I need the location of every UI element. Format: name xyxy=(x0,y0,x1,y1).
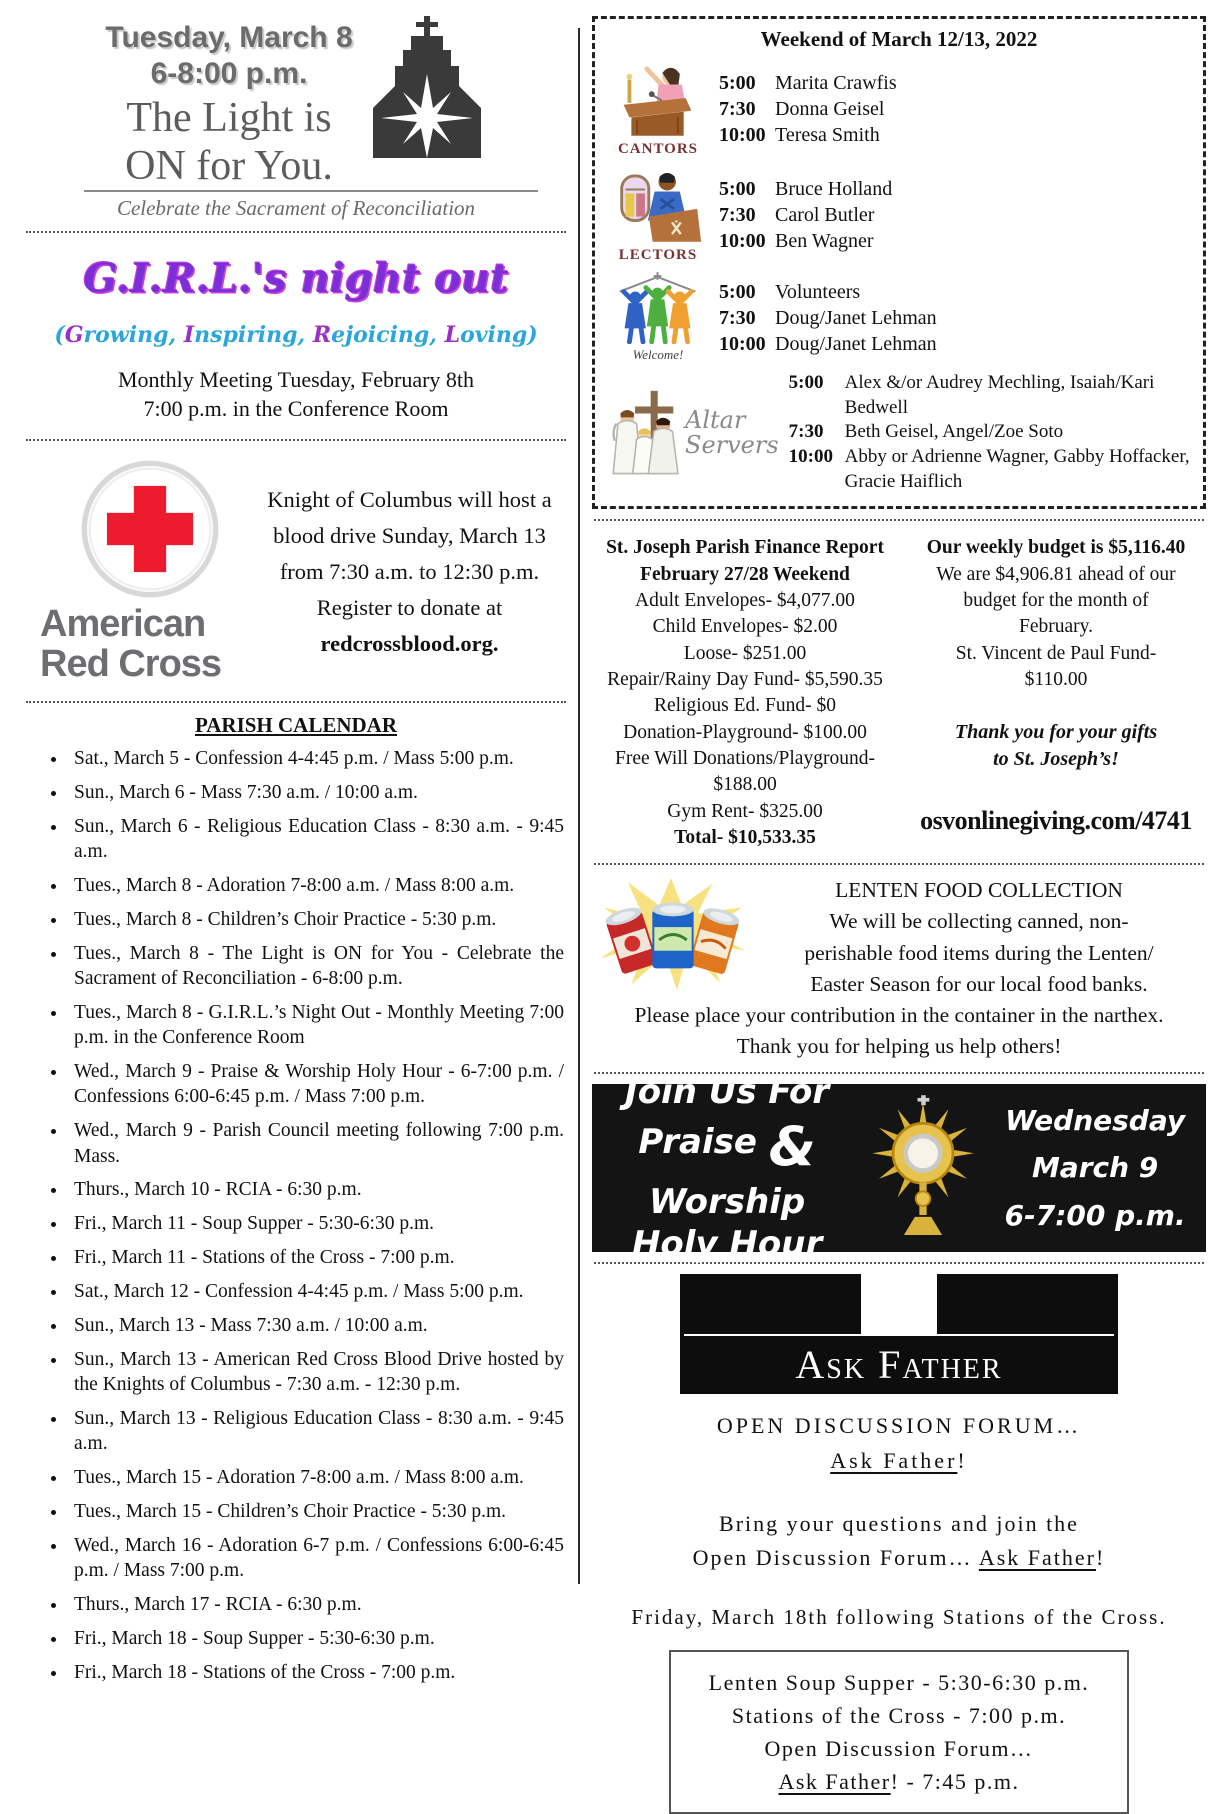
schedule-row xyxy=(719,176,1191,202)
banner-line-3: Holy Hour xyxy=(631,1224,823,1265)
altar-label-line: Servers xyxy=(685,430,779,459)
light-is-on-text xyxy=(105,14,352,188)
banner-word: Praise xyxy=(638,1122,757,1163)
subtitle-segment: nspiring, xyxy=(194,322,313,349)
lenten-food-title: LENTEN FOOD COLLECTION xyxy=(835,878,1123,903)
red-cross-url: redcrossblood.org. xyxy=(320,631,499,657)
girls-meeting-line-2: 7:00 p.m. in the Conference Room xyxy=(143,395,449,421)
schedule-row xyxy=(719,305,1191,331)
calendar-item: • Tues., March 8 - The Light is ON for You - Celebrate the Sacrament of Reconciliation - 6-8:00 p.m. xyxy=(68,941,564,992)
budget-report xyxy=(906,535,1206,851)
lenten-food-line: Easter Season for our local food banks. xyxy=(810,971,1148,996)
right-column xyxy=(580,0,1224,1794)
minister-names: Marita Crawfis xyxy=(775,72,897,94)
lenten-food-section xyxy=(592,875,1206,1062)
stations-line: Stations of the Cross - 7:00 p.m. xyxy=(731,1702,1067,1728)
calendar-item: • Wed., March 9 - Parish Council meeting following 7:00 p.m. Mass. xyxy=(68,1118,564,1169)
blood-drive-line-3: from 7:30 a.m. to 12:30 p.m. xyxy=(279,559,540,585)
calendar-item: • Tues., March 8 - G.I.R.L.’s Night Out - Monthly Meeting 7:00 p.m. in the Conference Room xyxy=(68,1000,564,1051)
dotted-divider xyxy=(26,231,566,233)
subtitle-segment: G xyxy=(64,322,84,349)
mass-time: 7:30 xyxy=(719,204,756,226)
ask-father-link: Ask Father xyxy=(830,1448,958,1474)
light-headline-2: ON for You. xyxy=(125,143,333,190)
lectors-group xyxy=(607,166,1191,264)
ministry-schedule-box xyxy=(592,16,1206,509)
budget-line: $110.00 xyxy=(1024,669,1088,690)
banner-line-1: Join Us For xyxy=(625,1071,830,1112)
lenten-food-line-wide: Please place your contribution in the container in the narthex. xyxy=(634,1002,1164,1027)
lenten-food-line: We will be collecting canned, non- xyxy=(829,909,1129,934)
greeters-label: Welcome! xyxy=(632,347,684,362)
finance-line: Loose- $251.00 xyxy=(683,642,807,664)
girls-night-out-section xyxy=(24,243,568,429)
red-cross-name-1: American xyxy=(40,603,206,646)
blood-drive-line-4: Register to donate at xyxy=(316,595,503,621)
banner-line-2 xyxy=(606,1113,848,1223)
cantors-group xyxy=(607,60,1191,158)
blood-drive-text xyxy=(259,482,568,662)
calendar-item: • Tues., March 15 - Children’s Choir Practice - 5:30 p.m. xyxy=(68,1499,564,1524)
calendar-item: • Sun., March 6 - Mass 7:30 a.m. / 10:00 a.m. xyxy=(68,780,564,805)
minister-names: Bruce Holland xyxy=(775,178,893,200)
subtitle-segment: ( xyxy=(54,322,65,349)
ask-father-link: Ask Father xyxy=(778,1768,891,1794)
finance-line: Repair/Rainy Day Fund- $5,590.35 xyxy=(607,669,883,690)
ask-father-section xyxy=(592,1274,1206,1814)
finance-section xyxy=(592,531,1206,853)
subtitle-segment: oving) xyxy=(460,322,538,349)
minister-names: Doug/Janet Lehman xyxy=(775,306,937,329)
minister-names: Abby or Adrienne Wagner, Gabby Hoffacker, Gracie Haiflich xyxy=(844,446,1190,492)
schedule-row xyxy=(719,70,1191,96)
cantors-label: CANTORS xyxy=(617,141,699,157)
ask-father-time-line xyxy=(681,1765,1117,1798)
mass-time: 5:00 xyxy=(719,72,756,94)
thanks-note xyxy=(906,719,1206,773)
finance-title-2: February 27/28 Weekend xyxy=(640,563,850,585)
banner-word: Worship xyxy=(649,1181,806,1222)
left-column xyxy=(0,0,578,1683)
schedule-row xyxy=(789,445,1191,494)
light-divider-line xyxy=(84,190,538,192)
light-date-line: Tuesday, March 8 xyxy=(105,21,353,54)
minister-names: Teresa Smith xyxy=(775,124,880,146)
light-time-line: 6-8:00 p.m. xyxy=(150,57,308,90)
subtitle-segment: I xyxy=(183,322,195,349)
girls-night-out-subtitle xyxy=(24,322,568,348)
blood-drive-line-2: blood drive Sunday, March 13 xyxy=(273,523,546,549)
banner-day: Wednesday xyxy=(1005,1103,1186,1137)
greeters-group xyxy=(607,272,1191,363)
altar-servers-icon xyxy=(607,389,685,477)
church-star-icon xyxy=(367,14,487,165)
open-forum-link-line xyxy=(592,1443,1206,1478)
altar-servers-icon-block xyxy=(607,389,779,477)
subtitle-segment: rowing, xyxy=(83,322,184,349)
subtitle-segment: ejoicing, xyxy=(331,322,445,349)
calendar-item: • Tues., March 8 - Adoration 7-8:00 a.m. / Mass 8:00 a.m. xyxy=(68,873,564,898)
praise-worship-banner xyxy=(592,1071,1206,1265)
finance-line: Religious Ed. Fund- $0 xyxy=(653,695,836,717)
altar-servers-label xyxy=(685,405,779,459)
calendar-item: • Fri., March 18 - Stations of the Cross - 7:00 p.m. xyxy=(68,1660,564,1685)
lenten-food-line: perishable food items during the Lenten/ xyxy=(804,940,1154,965)
subtitle-segment: L xyxy=(444,322,461,349)
parish-calendar-list xyxy=(24,746,564,1685)
finance-line: Free Will Donations/Playground- xyxy=(615,747,875,769)
budget-line: February. xyxy=(1018,616,1093,638)
budget-line: St. Vincent de Paul Fund- xyxy=(955,642,1157,664)
bring-questions-line-2 xyxy=(592,1541,1206,1575)
lectors-label: LECTORS xyxy=(618,247,698,263)
thanks-line: Thank you for your gifts xyxy=(954,721,1158,744)
calendar-item: • Wed., March 9 - Praise & Worship Holy Hour - 6-7:00 p.m. / Confessions 6:00-6:45 p.m. / Mass 7:00 p.m. xyxy=(68,1059,564,1110)
altar-servers-group xyxy=(607,371,1191,494)
finance-line: Adult Envelopes- $4,077.00 xyxy=(635,590,855,612)
red-cross-icon xyxy=(75,459,225,599)
lenten-food-text xyxy=(752,875,1206,1000)
mass-time: 10:00 xyxy=(788,446,833,468)
calendar-item: • Sun., March 13 - American Red Cross Blood Drive hosted by the Knights of Columbus - 7:30 a.m. - 12:30 p.m. xyxy=(68,1347,564,1398)
praise-worship-text xyxy=(606,1071,848,1266)
minister-names: Doug/Janet Lehman xyxy=(775,332,937,355)
finance-title-1: St. Joseph Parish Finance Report xyxy=(606,537,884,559)
dotted-divider xyxy=(594,519,1204,521)
girls-meeting-line-1: Monthly Meeting Tuesday, February 8th xyxy=(117,367,475,393)
schedule-row xyxy=(719,331,1191,357)
light-caption: Celebrate the Sacrament of Reconciliation xyxy=(116,196,476,221)
time-tail: ! - 7:45 p.m. xyxy=(890,1768,1020,1794)
calendar-item: • Tues., March 8 - Children’s Choir Practice - 5:30 p.m. xyxy=(68,907,564,932)
online-giving-url: osvonlinegiving.com/4741 xyxy=(920,806,1192,836)
dotted-divider xyxy=(26,701,566,703)
light-is-on-section xyxy=(24,8,568,221)
calendar-item: • Wed., March 16 - Adoration 6-7 p.m. / Confessions 6:00-6:45 p.m. / Mass 7:00 p.m. xyxy=(68,1533,564,1584)
soup-supper-line: Lenten Soup Supper - 5:30-6:30 p.m. xyxy=(708,1669,1090,1695)
ask-father-link: Ask Father xyxy=(978,1544,1096,1570)
dotted-divider xyxy=(594,863,1204,865)
cantors-icon-block xyxy=(607,60,709,158)
mass-time: 7:30 xyxy=(719,306,756,329)
collar-line xyxy=(684,1334,1114,1336)
schedule-row xyxy=(719,122,1191,148)
schedule-row xyxy=(719,96,1191,122)
calendar-item: • Sat., March 5 - Confession 4-4:45 p.m. / Mass 5:00 p.m. xyxy=(68,746,564,771)
cantor-icon xyxy=(612,60,704,138)
clerical-collar-icon xyxy=(861,1274,937,1334)
altar-label-line: Altar xyxy=(685,405,746,434)
lenten-friday-schedule-box xyxy=(669,1650,1129,1814)
red-cross-logo xyxy=(24,459,259,685)
bring-text: Open Discussion Forum… xyxy=(692,1544,979,1570)
calendar-item: • Fri., March 11 - Stations of the Cross - 7:00 p.m. xyxy=(68,1245,564,1270)
finance-line: Child Envelopes- $2.00 xyxy=(652,616,838,638)
banner-ampersand: & xyxy=(768,1115,816,1179)
calendar-item: • Sat., March 12 - Confession 4-4:45 p.m. / Mass 5:00 p.m. xyxy=(68,1279,564,1304)
calendar-item: • Sun., March 6 - Religious Education Class - 8:30 a.m. - 9:45 a.m. xyxy=(68,814,564,865)
mass-time: 5:00 xyxy=(719,178,756,200)
dotted-divider xyxy=(26,439,566,441)
ask-father-logo-text: Ask Father xyxy=(795,1342,1003,1388)
mass-time: 7:30 xyxy=(788,421,824,443)
greeters-icon-block xyxy=(607,272,709,363)
mass-time: 5:00 xyxy=(719,280,756,303)
canned-food-icon xyxy=(592,876,752,999)
schedule-row xyxy=(789,371,1191,420)
ministry-schedule-title: Weekend of March 12/13, 2022 xyxy=(760,27,1038,51)
banner-time: 6-7:00 p.m. xyxy=(1004,1199,1186,1233)
exclamation: ! xyxy=(957,1448,968,1474)
minister-names: Ben Wagner xyxy=(775,230,874,252)
thanks-line: to St. Joseph’s! xyxy=(993,748,1119,771)
mass-time: 7:30 xyxy=(719,98,756,120)
budget-line: Our weekly budget is $5,116.40 xyxy=(926,537,1186,559)
lectors-icon-block xyxy=(607,166,709,264)
finance-line: $188.00 xyxy=(713,774,777,796)
ask-father-logo xyxy=(680,1274,1118,1394)
calendar-item: • Sun., March 13 - Religious Education Class - 8:30 a.m. - 9:45 a.m. xyxy=(68,1406,564,1457)
mass-time: 10:00 xyxy=(719,332,766,355)
minister-names: Alex &/or Audrey Mechling, Isaiah/Kari Bedwell xyxy=(844,372,1155,418)
forum-line: Open Discussion Forum… xyxy=(764,1735,1034,1761)
schedule-row xyxy=(719,279,1191,305)
budget-line: We are $4,906.81 ahead of our xyxy=(936,563,1176,585)
minister-names: Beth Geisel, Angel/Zoe Soto xyxy=(844,421,1064,443)
minister-names: Volunteers xyxy=(775,280,861,303)
finance-line: Gym Rent- $325.00 xyxy=(667,800,823,822)
finance-line: Donation-Playground- $100.00 xyxy=(623,721,867,743)
blood-drive-line-1: Knight of Columbus will host a xyxy=(267,487,552,513)
minister-names: Carol Butler xyxy=(775,204,875,226)
bring-questions-line-1: Bring your questions and join the xyxy=(719,1510,1079,1536)
calendar-item: • Sun., March 13 - Mass 7:30 a.m. / 10:00 a.m. xyxy=(68,1313,564,1338)
mass-time: 10:00 xyxy=(719,230,766,252)
greeters-icon xyxy=(612,272,704,344)
lector-icon xyxy=(612,166,704,244)
parish-calendar-section xyxy=(24,713,568,1685)
exclamation: ! xyxy=(1096,1544,1106,1570)
lenten-food-line-wide: Thank you for helping us help others! xyxy=(736,1034,1062,1059)
light-headline-1: The Light is xyxy=(126,95,332,141)
calendar-item: • Thurs., March 10 - RCIA - 6:30 p.m. xyxy=(68,1177,564,1202)
open-forum-line: OPEN DISCUSSION FORUM… xyxy=(716,1413,1082,1439)
praise-worship-datetime xyxy=(998,1097,1192,1240)
calendar-item: • Fri., March 11 - Soup Supper - 5:30-6:30 p.m. xyxy=(68,1211,564,1236)
mass-time: 10:00 xyxy=(719,124,766,146)
banner-date: March 9 xyxy=(1031,1151,1159,1185)
red-cross-name-2: Red Cross xyxy=(40,643,222,686)
parish-calendar-title: PARISH CALENDAR xyxy=(194,713,398,738)
subtitle-segment: R xyxy=(312,322,332,349)
minister-names: Donna Geisel xyxy=(775,98,885,120)
calendar-item: • Fri., March 18 - Soup Supper - 5:30-6:30 p.m. xyxy=(68,1626,564,1651)
mass-time: 5:00 xyxy=(788,372,824,393)
budget-line: budget for the month of xyxy=(963,590,1149,612)
monstrance-icon xyxy=(848,1092,998,1245)
red-cross-section xyxy=(24,451,568,691)
finance-report xyxy=(592,535,898,851)
schedule-row xyxy=(789,420,1191,445)
calendar-item: • Tues., March 15 - Adoration 7-8:00 a.m. / Mass 8:00 a.m. xyxy=(68,1465,564,1490)
schedule-row xyxy=(719,228,1191,254)
finance-total: Total- $10,533.35 xyxy=(674,826,816,848)
calendar-item: • Thurs., March 17 - RCIA - 6:30 p.m. xyxy=(68,1592,564,1617)
friday-note: Friday, March 18th following Stations of the Cross. xyxy=(631,1604,1167,1629)
girls-night-out-title: G.I.R.L.'s night out xyxy=(83,255,509,303)
schedule-row xyxy=(719,202,1191,228)
